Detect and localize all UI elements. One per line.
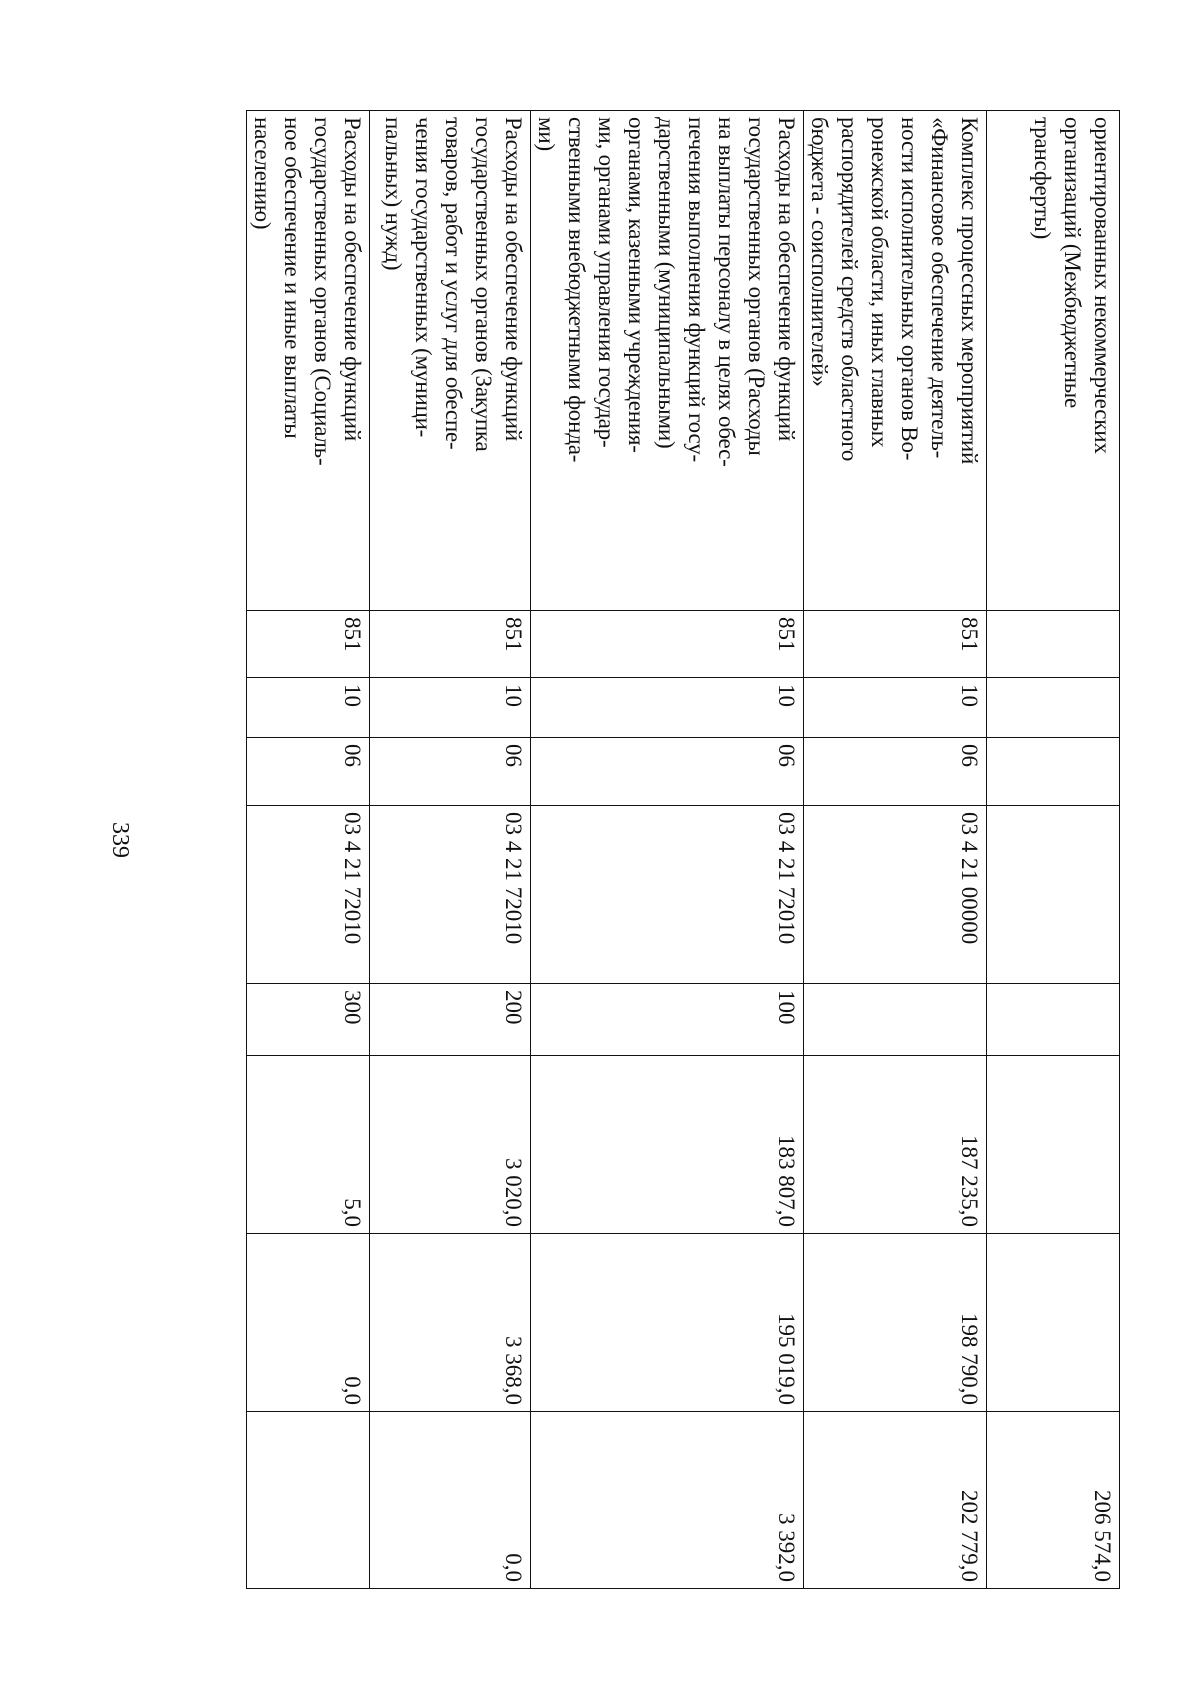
grbs-cell: 851 — [531, 611, 804, 678]
grbs-cell: 851 — [804, 611, 987, 678]
subsection-cell: 06 — [247, 738, 370, 806]
amount-year-2-cell: 195 019,0 — [531, 1234, 804, 1412]
subsection-cell: 06 — [804, 738, 987, 806]
item-name-cell — [804, 111, 987, 611]
item-name-line: дарственными (муниципальными) — [654, 117, 679, 449]
item-name-line: ми) — [534, 117, 559, 151]
section-cell: 10 — [804, 678, 987, 738]
grbs-cell: 851 — [370, 611, 531, 678]
item-name-line: ми, органами управления государ- — [594, 117, 619, 448]
target-article-cell: 03 4 21 72010 — [531, 806, 804, 984]
budget-table-body — [247, 111, 1120, 1589]
item-name-line: ное обеспечение и иные выплаты — [280, 117, 305, 439]
item-name-line: государственных органов (Закупка — [471, 117, 496, 452]
item-name-line: на выплаты персоналу в целях обес- — [714, 117, 739, 467]
amount-year-2-cell — [987, 1234, 1120, 1412]
item-name-line: организаций (Межбюджетные — [1060, 117, 1085, 409]
expense-type-cell: 300 — [247, 984, 370, 1056]
section-cell — [987, 678, 1120, 738]
amount-year-3-cell: 202 779,0 — [804, 1412, 987, 1589]
item-name-cell — [370, 111, 531, 611]
grbs-cell: 851 — [247, 611, 370, 678]
amount-year-2-cell: 0,0 — [247, 1234, 370, 1412]
expense-type-cell: 100 — [531, 984, 804, 1056]
item-name-line: бюджета - соисполнителей» — [807, 117, 832, 387]
section-cell: 10 — [370, 678, 531, 738]
item-name-line: чения государственных (муници- — [411, 117, 436, 438]
target-article-cell — [987, 806, 1120, 984]
item-name-line: Комплекс процессных мероприятий — [957, 117, 982, 465]
grbs-cell — [987, 611, 1120, 678]
amount-year-2-cell: 3 368,0 — [370, 1234, 531, 1412]
item-name-line: печения выполнения функций госу- — [684, 117, 709, 463]
item-name-line: Расходы на обеспечение функций — [501, 117, 526, 441]
amount-year-1-cell: 183 807,0 — [531, 1056, 804, 1234]
subsection-cell: 06 — [370, 738, 531, 806]
amount-year-1-cell: 3 020,0 — [370, 1056, 531, 1234]
item-name-line: органами, казенными учреждения- — [624, 117, 649, 453]
item-name-line: населению) — [250, 117, 275, 230]
expense-type-cell — [987, 984, 1120, 1056]
target-article-cell: 03 4 21 72010 — [370, 806, 531, 984]
amount-year-1-cell: 187 235,0 — [804, 1056, 987, 1234]
subsection-cell — [987, 738, 1120, 806]
amount-year-3-cell: 0,0 — [370, 1412, 531, 1589]
budget-table — [246, 110, 1120, 1589]
table-row — [370, 111, 531, 1589]
item-name-cell — [987, 111, 1120, 611]
amount-year-2-cell: 198 790,0 — [804, 1234, 987, 1412]
expense-type-cell — [804, 984, 987, 1056]
section-cell: 10 — [531, 678, 804, 738]
table-row — [804, 111, 987, 1589]
section-cell: 10 — [247, 678, 370, 738]
table-row — [247, 111, 370, 1589]
item-name-line: ственными внебюджетными фонда- — [564, 117, 589, 463]
budget-table-frame — [250, 110, 1120, 1588]
table-row — [987, 111, 1120, 1589]
item-name-line: товаров, работ и услуг для обеспе- — [441, 117, 466, 450]
amount-year-3-cell: 206 574,0 — [987, 1412, 1120, 1589]
item-name-line: Расходы на обеспечение функций — [340, 117, 365, 441]
target-article-cell: 03 4 21 00000 — [804, 806, 987, 984]
expense-type-cell: 200 — [370, 984, 531, 1056]
item-name-line: Расходы на обеспечение функций — [774, 117, 799, 441]
item-name-line: государственных органов (Расходы — [744, 117, 769, 456]
item-name-line: распорядителей средств областного — [837, 117, 862, 462]
amount-year-1-cell — [987, 1056, 1120, 1234]
item-name-line: трансферты) — [1030, 117, 1055, 240]
item-name-cell — [247, 111, 370, 611]
item-name-line: «Финансовое обеспечение деятель- — [927, 117, 952, 459]
target-article-cell: 03 4 21 72010 — [247, 806, 370, 984]
amount-year-3-cell — [247, 1412, 370, 1589]
item-name-line: ориентированных некоммерческих — [1090, 117, 1115, 454]
item-name-line: государственных органов (Социаль- — [310, 117, 335, 466]
subsection-cell: 06 — [531, 738, 804, 806]
amount-year-1-cell: 5,0 — [247, 1056, 370, 1234]
page-number: 339 — [107, 822, 133, 858]
item-name-cell — [531, 111, 804, 611]
amount-year-3-cell: 3 392,0 — [531, 1412, 804, 1589]
item-name-line: ности исполнительных органов Во- — [897, 117, 922, 461]
table-row — [531, 111, 804, 1589]
item-name-line: ронежской области, иных главных — [867, 117, 892, 448]
item-name-line: пальных) нужд) — [381, 117, 406, 271]
